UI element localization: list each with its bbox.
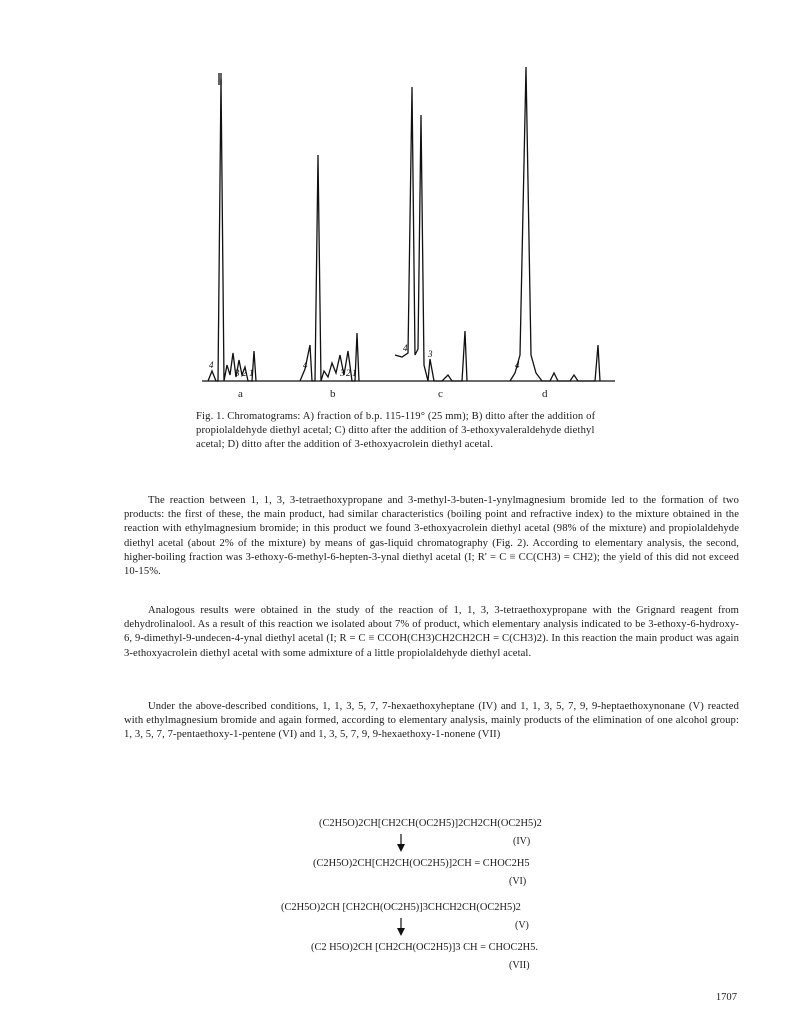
reaction-arrow-down-icon (396, 834, 406, 852)
formula-V: (C2H5O)2CH [CH2CH(OC2H5)]3CHCH2CH(OC2H5)2 (281, 902, 521, 913)
label-VI: (VI) (509, 876, 527, 887)
panel-label-b: b (330, 388, 336, 400)
paragraph-1: The reaction between 1, 1, 3, 3-tetraethoxypropane and 3-methyl-3-buten-1-ynylmagnesium bromide led to the formation of two products: the first of these, the main product, had similar characteristics (boiling point and refractive index) to the mixture obtained in the reaction with ethylmagnesium bromide; in this product we found 3-ethoxyacrolein diethyl acetal (98% of the mixture) and propiolaldehyde diethyl acetal (about 2% of the mixture) by means of gas-liquid chromatography (Fig. 2). According to elementary analysis, the second, higher-boiling fraction was 3-ethoxy-6-methyl-6-hepten-3-ynal diethyl acetal (I; R' = C ≡ CC(CH3) = CH2); the yield of this did not exceed 10-15%. (124, 495, 739, 578)
chromatogram-trace-b (300, 155, 359, 381)
paragraph-2: Analogous results were obtained in the study of the reaction of 1, 1, 3, 3-tetraethoxypropane with the Grignard reagent from dehydrolinalool. As a result of this reaction we isolated about 7% of product, which elementary analysis indicated to be 3-ethoxy-6-hydroxy-6, 9-dimethyl-9-undecen-4-ynal diethyl acetal (I; R = C ≡ CCOH(CH3)CH2CH2CH = C(CH3)2). In this reaction the main product was again 3-ethoxyacrolein diethyl acetal with some admixture of a little propiolaldehyde diethyl acetal. (124, 605, 739, 659)
formula-VII: (C2 H5O)2CH [CH2CH(OC2H5)]3 CH = CHOC2H5. (311, 942, 538, 953)
peak-label-a-3: 3 (235, 368, 240, 378)
chromatogram-trace-d (510, 67, 600, 381)
peak-label-c-4: 4 (403, 343, 408, 353)
figure-caption: Fig. 1. Chromatograms: A) fraction of b.p. 115-119° (25 mm); B) ditto after the addition of propiolaldehyde diethyl acetal; C) ditto after the addition of 3-ethoxyvaleraldehyde diethyl acetal; D) ditto after the addition of 3-ethoxyacrolein diethyl acetal. (196, 411, 596, 451)
peak-label-b-2: 2 (346, 368, 351, 378)
panel-label-a: a (238, 388, 243, 400)
chromatogram-figure (190, 55, 620, 405)
peak-label-c-3: 3 (428, 349, 433, 359)
peak-label-a-4: 4 (209, 360, 214, 370)
peak-label-b-4: 4 (303, 360, 308, 370)
peak-label-a-1: 1 (249, 368, 254, 378)
peak-label-a-2: 2 (242, 368, 247, 378)
label-IV: (IV) (513, 836, 531, 847)
peak-label-d-4: 4 (515, 360, 520, 370)
panel-label-c: c (438, 388, 443, 400)
peak-label-b-1: 1 (352, 368, 357, 378)
chromatogram-trace-c (395, 87, 467, 381)
panel-label-d: d (542, 388, 548, 400)
label-VII: (VII) (509, 960, 530, 971)
chromatogram-trace-a (208, 79, 256, 381)
peak-label-b-3: 3 (340, 368, 345, 378)
paragraph-3: Under the above-described conditions, 1, 1, 3, 5, 7, 7-hexaethoxyheptane (IV) and 1, 1, 3, 5, 7, 9, 9-heptaethoxynonane (V) reacted with ethylmagnesium bromide and again formed, according to elementary analysis, mainly products of the elimination of one alcohol group: 1, 3, 5, 7, 7-pentaethoxy-1-pentene (VI) and 1, 3, 5, 7, 9, 9-hexaethoxy-1-nonene (VII) (124, 701, 739, 741)
formula-IV: (C2H5O)2CH[CH2CH(OC2H5)]2CH2CH(OC2H5)2 (319, 818, 542, 829)
formula-VI: (C2H5O)2CH[CH2CH(OC2H5)]2CH = CHOC2H5 (313, 858, 530, 869)
page-number: 1707 (715, 992, 737, 1003)
reaction-arrow-down-icon (396, 918, 406, 936)
label-V: (V) (515, 920, 529, 931)
